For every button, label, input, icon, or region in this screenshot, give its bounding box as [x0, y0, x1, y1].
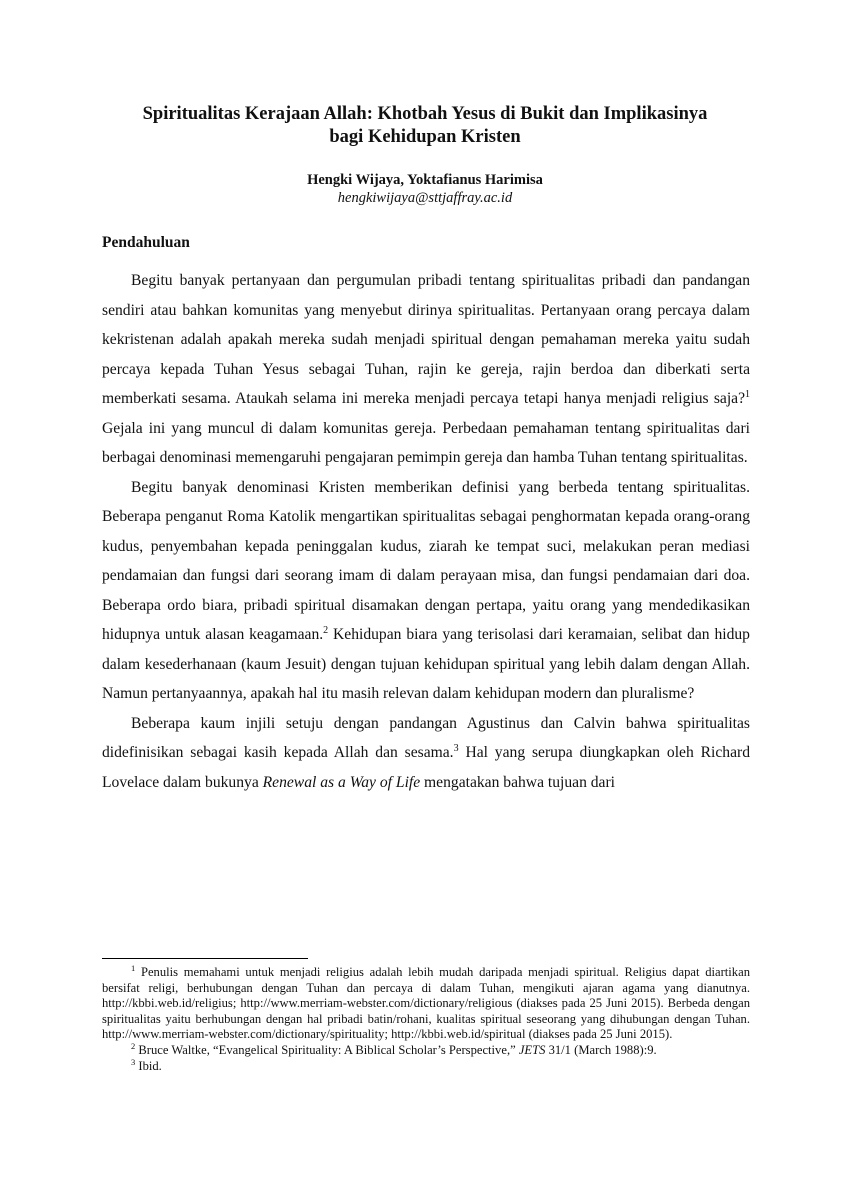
footnote-1-number: 1 [131, 962, 136, 973]
paragraph-1-text-b: Gejala ini yang muncul di dalam komunitas gereja. Perbedaan pemahaman tentang spiritualitas dari berbagai denominasi memengaruhi pengajaran pemimpin gereja dan hamba Tuhan tentang spiritualitas. [102, 419, 750, 466]
author-names: Hengki Wijaya, Yoktafianus Harimisa [307, 172, 543, 188]
paper-title-line-1: Spiritualitas Kerajaan Allah: Khotbah Yesus di Bukit dan Implikasinya [142, 104, 708, 124]
paragraph-1-text-a: Begitu banyak pertanyaan dan pergumulan pribadi tentang spiritualitas pribadi dan pandangan sendiri atau bahkan komunitas yang menyebut dirinya spiritualitas. Pertanyaan orang percaya dalam kekristenan adalah apakah mereka sudah menjadi spiritual dengan pemahaman mereka yaitu sudah percaya kepada Tuhan Yesus sebagai Tuhan, rajin ke gereja, rajin berdoa dan diberkati serta memberkati sesama. Ataukah selama ini mereka menjadi percaya tetapi hanya menjadi religius saja? [102, 272, 750, 407]
footnote-1-text: Penulis memahami untuk menjadi religius adalah lebih mudah daripada menjadi spiritual. Religius dapat diartikan bersifat religi, berhubungan dengan Tuhan dan percaya di dalam Tuhan, mengikuti ajaran agama yang dianutnya. http://kbbi.web.id/religius; http://www.merriam-webster.com/dictionary/religious (diakses pada 25 Juni 2015). Berbeda dengan spiritualitas yaitu berhubungan dengan hal pribadi batin/rohani, kualitas spiritual seseorang yang dihubungan dengan Tuhan. http://www.merriam-webster.com/dictionary/spirituality; http://kbbi.web.id/spiritual (diakses pada 25 Juni 2015). [102, 965, 750, 1042]
paragraph-3 [102, 709, 750, 798]
paragraph-3-text-a: Beberapa kaum injili setuju dengan pandangan Agustinus dan Calvin bahwa spiritualitas didefinisikan sebagai kasih kepada Allah dan sesama. [102, 714, 750, 761]
section-heading: Pendahuluan [102, 234, 190, 251]
paragraph-1 [102, 266, 750, 473]
footnote-1 [102, 962, 750, 1043]
journal-name: JETS [518, 1042, 546, 1057]
paragraph-2 [102, 473, 750, 709]
footnote-2-text: Bruce Waltke, “Evangelical Spirituality: A Biblical Scholar’s Perspective,” [135, 1042, 519, 1057]
paragraph-3-text-b: Hal yang serupa diungkapkan oleh Richard Lovelace dalam bukunya [102, 744, 750, 791]
footnotes [102, 962, 750, 1074]
footnote-2-tail: 31/1 (March 1988):9. [545, 1042, 657, 1057]
footnote-3 [102, 1056, 750, 1075]
book-title: Renewal as a Way of Life [262, 773, 421, 791]
footnote-2-number: 2 [131, 1040, 136, 1051]
footnote-separator [102, 958, 308, 959]
footnote-ref-1: 1 [745, 388, 750, 400]
footnote-3-number: 3 [131, 1056, 136, 1067]
paragraph-2-text-a: Begitu banyak denominasi Kristen memberikan definisi yang berbeda tentang spiritualitas. Beberapa penganut Roma Katolik mengartikan spiritualitas sebagai penghormatan kepada orang-orang kudus, penyembahan kepada peninggalan kudus, ziarah ke tempat suci, melakukan peran mediasi pendamaian dan fungsi dari seorang imam di dalam perayaan misa, dan fungsi pendamaian dari doa. Beberapa ordo biara, pribadi spiritual disamakan dengan pertapa, yaitu orang yang mendedikasikan hidupnya untuk alasan keagamaan. [102, 478, 750, 643]
paper-title-line-2: bagi Kehidupan Kristen [329, 127, 521, 147]
footnote-ref-3: 3 [453, 742, 459, 754]
footnote-2 [102, 1040, 750, 1059]
paragraph-3-text-c: mengatakan bahwa tujuan dari [420, 773, 616, 791]
author-email: hengkiwijaya@sttjaffray.ac.id [337, 190, 513, 206]
paragraph-2-text-b: Kehidupan biara yang terisolasi dari keramaian, selibat dan hidup dalam kesederhanaan (kaum Jesuit) dengan tujuan kehidupan spiritual yang lebih dalam dengan Allah. Namun pertanyaannya, apakah hal itu masih relevan dalam kehidupan modern dan pluralisme? [102, 626, 750, 702]
footnote-ref-2: 2 [323, 624, 329, 636]
footnote-3-text: Ibid. [135, 1058, 162, 1073]
paper-title [100, 103, 750, 149]
body-text [102, 266, 750, 797]
